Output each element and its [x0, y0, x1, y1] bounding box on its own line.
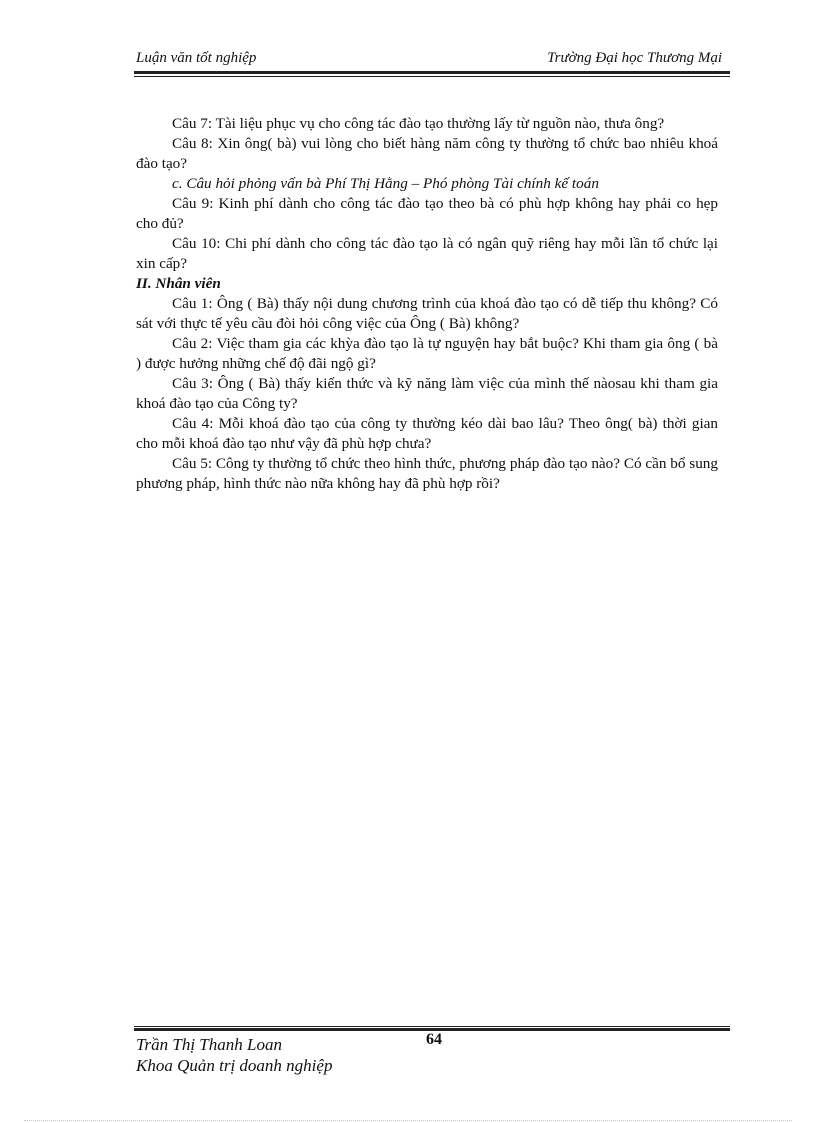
staff-question-1: Câu 1: Ông ( Bà) thấy nội dung chương trình của khoá đào tạo có dễ tiếp thu không? Có sát với thực tế yêu cầu đòi hỏi công việc của Ông ( Bà) không? — [136, 295, 718, 332]
subsection-c-heading: c. Câu hỏi phỏng vấn bà Phí Thị Hằng – Phó phòng Tài chính kế toán — [172, 175, 599, 192]
staff-question-5: Câu 5: Công ty thường tổ chức theo hình thức, phương pháp đào tạo nào? Có cần bổ sung phương pháp, hình thức nào nữa không hay đã phù hợp rồi? — [136, 455, 718, 492]
staff-question-3: Câu 3: Ông ( Bà) thấy kiến thức và kỹ năng làm việc của mình thế nàosau khi tham gia khoá đào tạo của Công ty? — [136, 375, 718, 412]
question-7: Câu 7: Tài liệu phục vụ cho công tác đào tạo thường lấy từ nguồn nào, thưa ông? — [172, 115, 665, 132]
page-body — [136, 114, 718, 494]
page-bottom-border — [24, 1120, 792, 1121]
header-rule — [134, 71, 730, 74]
staff-question-4: Câu 4: Mỗi khoá đào tạo của công ty thường kéo dài bao lâu? Theo ông( bà) thời gian cho mỗi khoá đào tạo như vậy đã phù hợp chưa? — [136, 415, 718, 452]
footer-department: Khoa Quản trị doanh nghiệp — [136, 1056, 333, 1075]
footer-rule-thin — [134, 1026, 730, 1027]
staff-question-2: Câu 2: Việc tham gia các khỳa đào tạo là tự nguyện hay bắt buộc? Khi tham gia ông ( bà ) được hưởng những chế độ đãi ngộ gì? — [136, 335, 718, 372]
question-8: Câu 8: Xin ông( bà) vui lòng cho biết hàng năm công ty thường tổ chức bao nhiêu khoá đào tạo? — [136, 135, 718, 172]
header-thesis-label: Luận văn tốt nghiệp — [136, 50, 257, 66]
question-10: Câu 10: Chi phí dành cho công tác đào tạo là có ngân quỹ riêng hay mỗi lần tổ chức lại xin cấp? — [136, 235, 718, 272]
header-university-label: Trường Đại học Thương Mại — [547, 50, 722, 66]
footer-author: Trần Thị Thanh Loan — [136, 1035, 282, 1054]
header-rule-thin — [134, 76, 730, 77]
question-9: Câu 9: Kinh phí dành cho công tác đào tạo theo bà có phù hợp không hay phải co hẹp cho đủ? — [136, 195, 718, 232]
section-ii-heading: II. Nhân viên — [136, 275, 221, 292]
page-number: 64 — [426, 1031, 442, 1048]
